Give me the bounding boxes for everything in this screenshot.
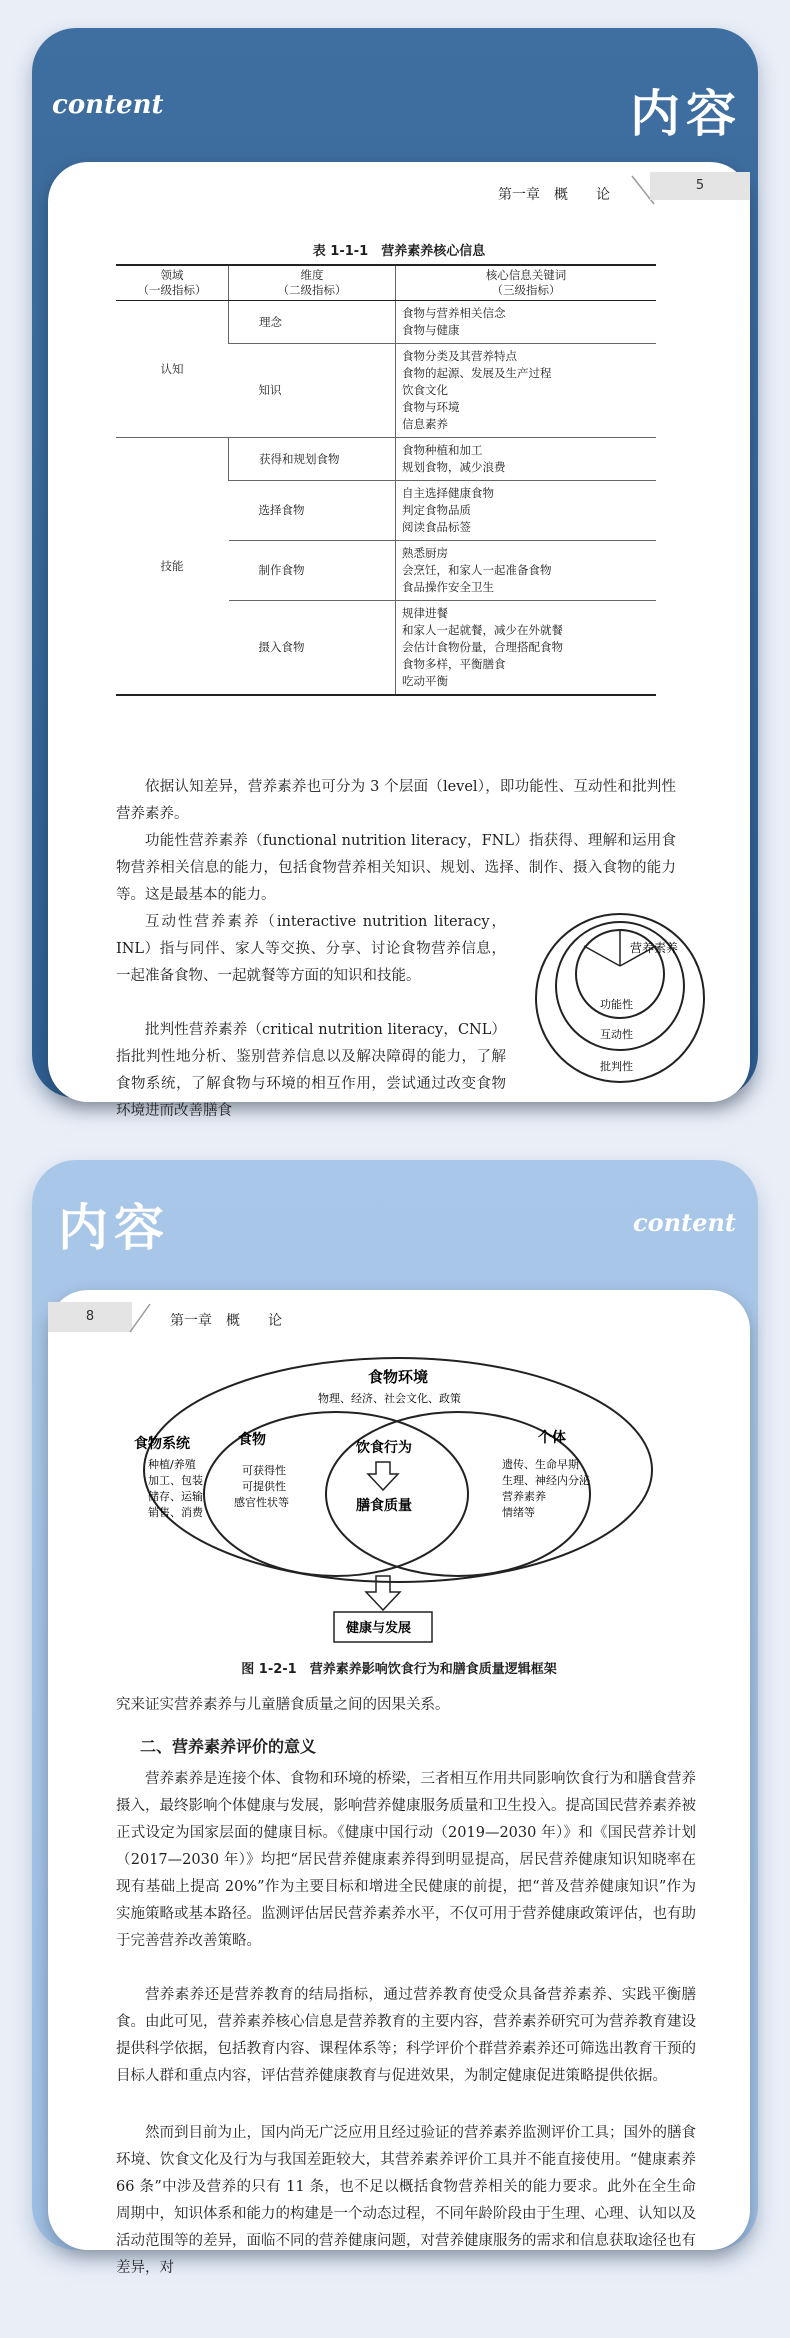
- keyword-cell: 食物分类及其营养特点 食物的起源、发展及生产过程 饮食文化 食物与环境 信息素养: [396, 344, 657, 438]
- paragraph: 互动性营养素养（interactive nutrition literacy，INL）指与同伴、家人等交换、分享、讨论食物营养信息，一起准备食物、一起就餐等方面的知识和技能。: [116, 914, 506, 984]
- panel-header-zh: 内容: [58, 1198, 170, 1257]
- divider-line: [584, 946, 620, 966]
- keyword-cell: 熟悉厨房 会烹饪，和家人一起准备食物 食品操作安全卫生: [396, 541, 657, 601]
- keyword-cell: 食物与营养相关信念 食物与健康: [396, 301, 657, 344]
- table-caption: 表 1-1-1 营养素养核心信息: [312, 244, 486, 259]
- paragraph: 功能性营养素养（functional nutrition literacy，FNL）指获得、理解和运用食物营养相关信息的能力，包括食物营养相关知识、规划、选择、制作、摄入食物的能力等。这是最基本的能力。: [116, 833, 676, 903]
- individual-line: 情绪等: [502, 1506, 535, 1519]
- behavior-label: 饮食行为: [356, 1440, 412, 1456]
- keyword-cell: 自主选择健康食物 判定食物品质 阅读食品标签: [396, 481, 657, 541]
- individual-line: 营养素养: [502, 1490, 546, 1503]
- food-title: 食物: [238, 1432, 266, 1448]
- keyword-cell: 规律进餐 和家人一起就餐，减少在外就餐 会估计食物份量，合理搭配食物 食物多样，平衡膳食 吃动平衡: [396, 601, 657, 696]
- dimension-cell: 制作食物: [229, 541, 396, 601]
- panel-header-en: content: [633, 1208, 736, 1237]
- system-line: 种植/养殖: [148, 1458, 196, 1471]
- table-row: [116, 301, 656, 344]
- table-header-cell: 维度 （二级指标）: [229, 265, 396, 301]
- system-title: 食物系统: [134, 1436, 190, 1452]
- food-line: 可提供性: [242, 1480, 286, 1493]
- middle-label: 功能性: [600, 998, 633, 1011]
- running-head: 第一章 概 论: [498, 187, 610, 203]
- page-number: [650, 172, 750, 200]
- individual-title: 个体: [538, 1430, 566, 1446]
- book-page-5: [48, 162, 750, 1119]
- system-line: 储存、运输: [148, 1490, 203, 1503]
- paragraph: 营养素养还是营养教育的结局指标，通过营养教育使受众具备营养素养、实践平衡膳食。由此可见，营养素养核心信息是营养教育的主要内容，营养素养研究可为营养教育建设提供科学依据，包括教育内容、课程体系等；科学评价个群营养素养还可筛选出教育干预的目标人群和重点内容，评估营养健康教育与促进效果，为制定健康促进策略提供依据。: [116, 1987, 696, 2084]
- table-row: [116, 438, 656, 481]
- food-line: 可获得性: [242, 1464, 286, 1477]
- table-header-cell: 核心信息关键词 （三级指标）: [396, 265, 657, 301]
- quality-label: 膳食质量: [356, 1498, 412, 1514]
- literacy-levels-diagram: [520, 906, 720, 1086]
- dimension-cell: 理念: [229, 301, 396, 344]
- page-number-text: 5: [695, 178, 705, 193]
- paragraph: 究来证实营养素养与儿童膳食质量之间的因果关系。: [116, 1697, 450, 1713]
- panel-header-zh: 内容: [630, 84, 742, 143]
- paragraph: 营养素养是连接个体、食物和环境的桥梁，三者相互作用共同影响饮食行为和膳食营养摄入，最终影响个体健康与发展，影响营养健康服务质量和卫生投入。提高国民营养素养被正式设定为国家层面的健康目标。《健康中国行动（2019—2030 年）》和《国民营养计划（2017—2030 年）》均把“居民营养健康素养得到明显提高，居民营养健康知识知晓率在现有基础上提高 20%”作为主要目标和增进全民健康的前提，把“普及营养健康知识”作为实施策略或基本路径。监测评估居民营养素养水平，不仅可用于营养健康政策评估，也有助于完善营养改善策略。: [116, 1771, 696, 1949]
- table-header-row: [116, 265, 656, 301]
- paragraph: 批判性营养素养（critical nutrition literacy，CNL）指批判性地分析、鉴别营养信息以及解决障碍的能力，了解食物系统，了解食物与环境的相互作用，尝试通过改变食物环境进而改善膳食: [116, 1022, 506, 1119]
- outcome-label: 健康与发展: [346, 1621, 412, 1636]
- food-line: 感官性状等: [234, 1496, 289, 1509]
- env-title: 食物环境: [368, 1368, 429, 1386]
- nutrition-literacy-table: [116, 264, 656, 696]
- outer-label: 批判性: [600, 1060, 633, 1073]
- keyword-cell: 食物种植和加工 规划食物，减少浪费: [396, 438, 657, 481]
- individual-line: 遗传、生命早期: [502, 1458, 579, 1471]
- logic-framework-diagram: [118, 1354, 678, 1650]
- paragraph: 然而到目前为止，国内尚无广泛应用且经过验证的营养素养监测评价工具；国外的膳食环境、饮食文化及行为与我国差距较大，其营养素养评价工具并不能直接使用。“健康素养 66 条”中涉及营养的只有 11 条，也不足以概括食物营养相关的能力要求。此外在全生命周期中，知识体系和能力的构建是一个动态过程，不同年龄阶段由于生理、心理、认知以及活动范围等的差异，面临不同的营养健康问题，对营养健康服务的需求和信息获取途径也有差异，对: [116, 2125, 696, 2276]
- system-line: 销售、消费: [148, 1506, 203, 1519]
- figure-caption: 图 1-2-1 营养素养影响饮食行为和膳食质量逻辑框架: [241, 1662, 557, 1677]
- running-head: 第一章 概 论: [170, 1313, 282, 1329]
- section-title: 二、营养素养评价的意义: [140, 1737, 317, 1756]
- system-line: 加工、包装: [148, 1474, 203, 1487]
- dimension-cell: 摄入食物: [229, 601, 396, 696]
- inner-label: 营养素养: [630, 941, 679, 955]
- domain-cell: 认知: [116, 301, 229, 438]
- down-arrow: [368, 1462, 398, 1490]
- dimension-cell: 获得和规划食物: [229, 438, 396, 481]
- dimension-cell: 选择食物: [229, 481, 396, 541]
- dimension-cell: 知识: [229, 344, 396, 438]
- page-number: [48, 1302, 132, 1332]
- page-number-text: 8: [85, 1309, 95, 1324]
- page-tab-divider: [128, 1302, 152, 1334]
- middle2-label: 互动性: [600, 1028, 633, 1041]
- paragraph: 依据认知差异，营养素养也可分为 3 个层面（level），即功能性、互动性和批判性营养素养。: [116, 779, 676, 822]
- panel-header-en: content: [52, 90, 164, 120]
- env-subtitle: 物理、经济、社会文化、政策: [318, 1392, 461, 1405]
- table-header-cell: 领域 （一级指标）: [116, 265, 229, 301]
- individual-line: 生理、神经内分泌: [502, 1474, 590, 1487]
- domain-cell: 技能: [116, 438, 229, 696]
- book-page-8: [48, 1290, 750, 2276]
